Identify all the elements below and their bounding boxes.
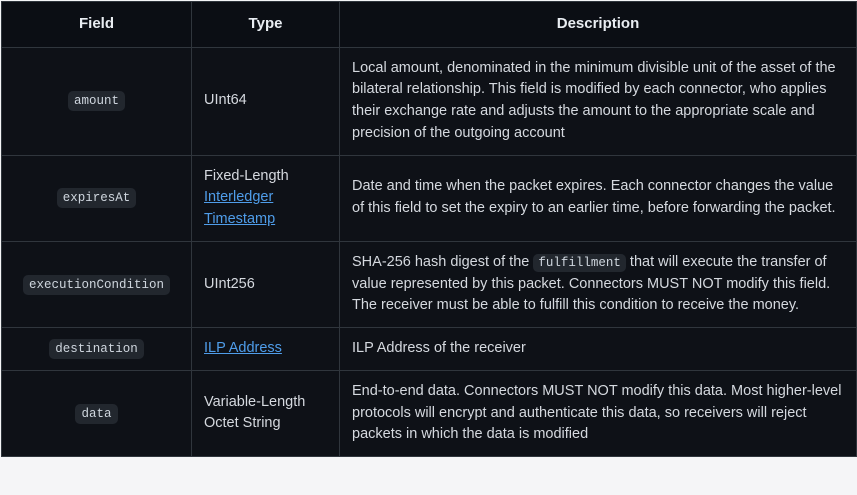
interledger-timestamp-link[interactable]: Interledger Timestamp [204,189,276,227]
type-label: UInt64 [204,92,247,109]
type-label-line2: Octet String [204,415,281,432]
type-label-prefix: Fixed-Length [204,167,289,184]
description-text: ILP Address of the receiver [352,340,526,356]
packet-fields-table [1,1,857,457]
field-name-cell [2,47,192,155]
field-code-destination: destination [49,339,144,359]
table-row [2,328,857,371]
table-row [2,370,857,456]
page-container [0,1,857,495]
field-name-cell [2,370,192,456]
table-row [2,47,857,155]
field-description-cell [340,328,857,371]
field-description-cell [340,370,857,456]
field-type-cell [192,155,340,241]
field-name-cell [2,241,192,327]
field-type-cell [192,47,340,155]
description-text: Date and time when the packet expires. Each connector changes the value of this field to set the expiry to an earlier time, before forwarding the packet. [352,178,836,217]
field-description-cell [340,241,857,327]
description-text: Local amount, denominated in the minimum divisible unit of the asset of the bilateral relationship. This field is modified by each connector, who applies their exchange rate and adjusts the amount to the appropriate scale and precision of the outgoing account [352,59,836,141]
field-name-cell [2,328,192,371]
description-text-part1: SHA-256 hash digest of the [352,253,530,270]
field-code-data: data [75,404,117,424]
table-body [2,47,857,457]
field-description-cell [340,47,857,155]
table-row [2,155,857,241]
column-header-description: Description [340,2,857,48]
ilp-address-link[interactable]: ILP Address [204,340,282,356]
type-label-line1: Variable-Length [204,393,306,410]
field-code-expiresat: expiresAt [57,188,137,208]
description-text: End-to-end data. Connectors MUST NOT modify this data. Most higher-level protocols will encrypt and authenticate this data, so receivers will reject packets in which the data is modified [352,382,842,443]
table-header-row [2,2,857,48]
field-type-cell [192,328,340,371]
field-name-cell [2,155,192,241]
column-header-type: Type [192,2,340,48]
type-label: UInt256 [204,275,255,292]
field-description-cell [340,155,857,241]
field-code-amount: amount [68,91,125,111]
field-type-cell [192,241,340,327]
description-text-part2: that will execute the transfer of value represented by this packet. Connectors MUST NOT modify this field. The receiver must be able to fulfill this condition to receive the money. [352,253,831,314]
table-row [2,241,857,327]
field-type-cell [192,370,340,456]
column-header-field: Field [2,2,192,48]
table-header [2,2,857,48]
fulfillment-code: fulfillment [533,254,626,272]
field-code-executioncondition: executionCondition [23,275,170,295]
